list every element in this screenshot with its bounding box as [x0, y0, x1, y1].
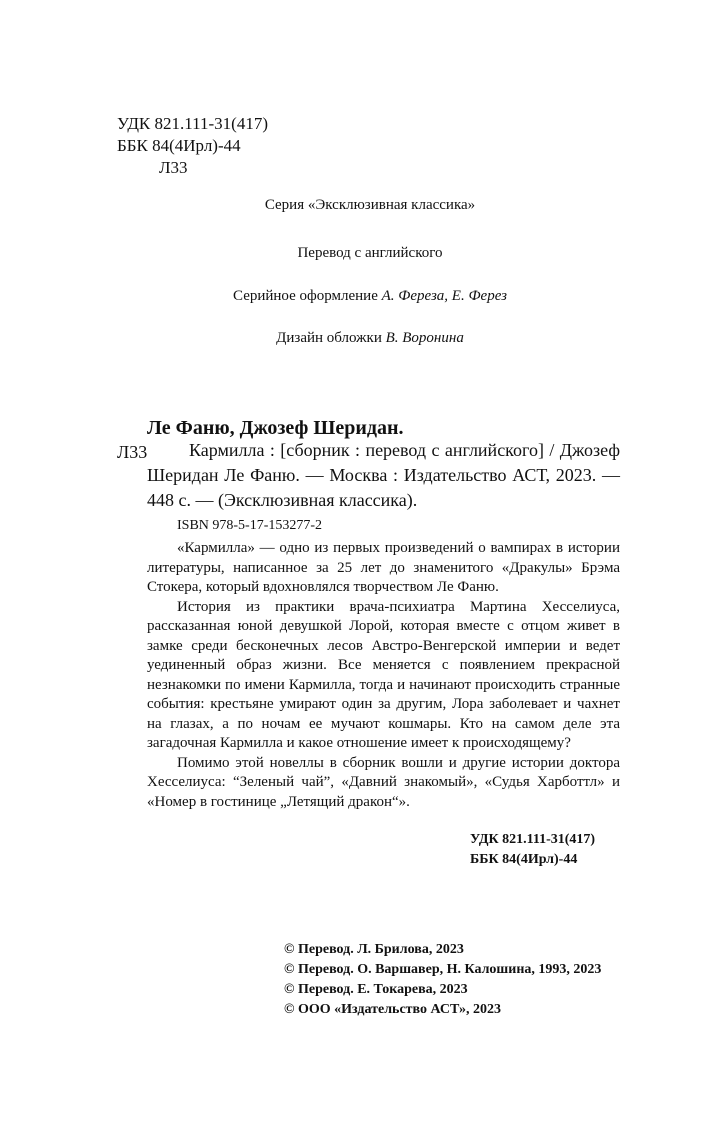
- bibliographic-description: Кармилла : [сборник : перевод с английского] / Джозеф Шеридан Ле Фаню. — Москва : Издательство АСТ, 2023. — 448 с. — (Эксклюзивная классика).: [147, 440, 620, 510]
- serial-design-names: А. Фереза, Е. Ферез: [381, 288, 507, 304]
- copyright-block: [284, 940, 601, 1020]
- udk-code: УДК 821.111-31(417): [117, 114, 268, 133]
- copyright-line: © Перевод. Е. Токарева, 2023: [284, 982, 468, 997]
- serial-design-line: [120, 288, 620, 305]
- isbn: ISBN 978-5-17-153277-2: [177, 518, 323, 533]
- footer-bbk: ББК 84(4Ирл)-44: [470, 852, 578, 867]
- footer-classification: [470, 830, 595, 870]
- bbk-code: ББК 84(4Ирл)-44: [117, 136, 241, 155]
- annotation: [147, 539, 620, 812]
- classification-block: [117, 113, 268, 179]
- annotation-paragraph: Помимо этой новеллы в сборник вошли и другие истории доктора Хесселиуса: “Зеленый чай”, «Давний знакомый», «Судья Харботтл» и «Номер в гостинице „Летящий дракон“».: [147, 754, 620, 810]
- cover-design-label: Дизайн обложки: [276, 330, 382, 346]
- translation-line: Перевод с английского: [297, 245, 443, 261]
- annotation-paragraph: История из практики врача-психиатра Мартина Хесселиуса, рассказанная юной девушкой Лорой, которая вместе с отцом живет в замке среди бесконечных лесов Австро-Венгерской империи и ведет уединенный образ жизни. Все меняется с появлением прекрасной незнакомки по имени Кармилла, тогда и начинают происходить странные события: крестьяне умирают один за другим, Лора заболевает и чахнет на глазах, а по ночам ее мучают кошмары. Кто на самом деле эта загадочная Кармилла и какое отношение имеет к происходящему?: [147, 598, 620, 751]
- biblio-author-mark: Л33: [117, 442, 148, 462]
- copyright-line: © ООО «Издательство АСТ», 2023: [284, 1002, 502, 1017]
- annotation-paragraph: «Кармилла» — одно из первых произведений о вампирах в истории литературы, написанное за 25 лет до знаменитого «Дракулы» Брэма Стокера, который вдохновлялся творчеством Ле Фаню.: [147, 540, 620, 595]
- copyright-line: © Перевод. О. Варшавер, Н. Калошина, 1993, 2023: [284, 962, 602, 977]
- cover-design-line: [120, 330, 620, 347]
- footer-udk: УДК 821.111-31(417): [470, 832, 596, 847]
- serial-design-label: Серийное оформление: [233, 288, 378, 304]
- author-mark: Л33: [159, 158, 188, 177]
- author-heading: Ле Фаню, Джозеф Шеридан.: [147, 417, 404, 439]
- cover-design-name: В. Воронина: [385, 330, 464, 346]
- copyright-line: © Перевод. Л. Брилова, 2023: [284, 942, 464, 957]
- series-line: Серия «Эксклюзивная классика»: [264, 197, 476, 213]
